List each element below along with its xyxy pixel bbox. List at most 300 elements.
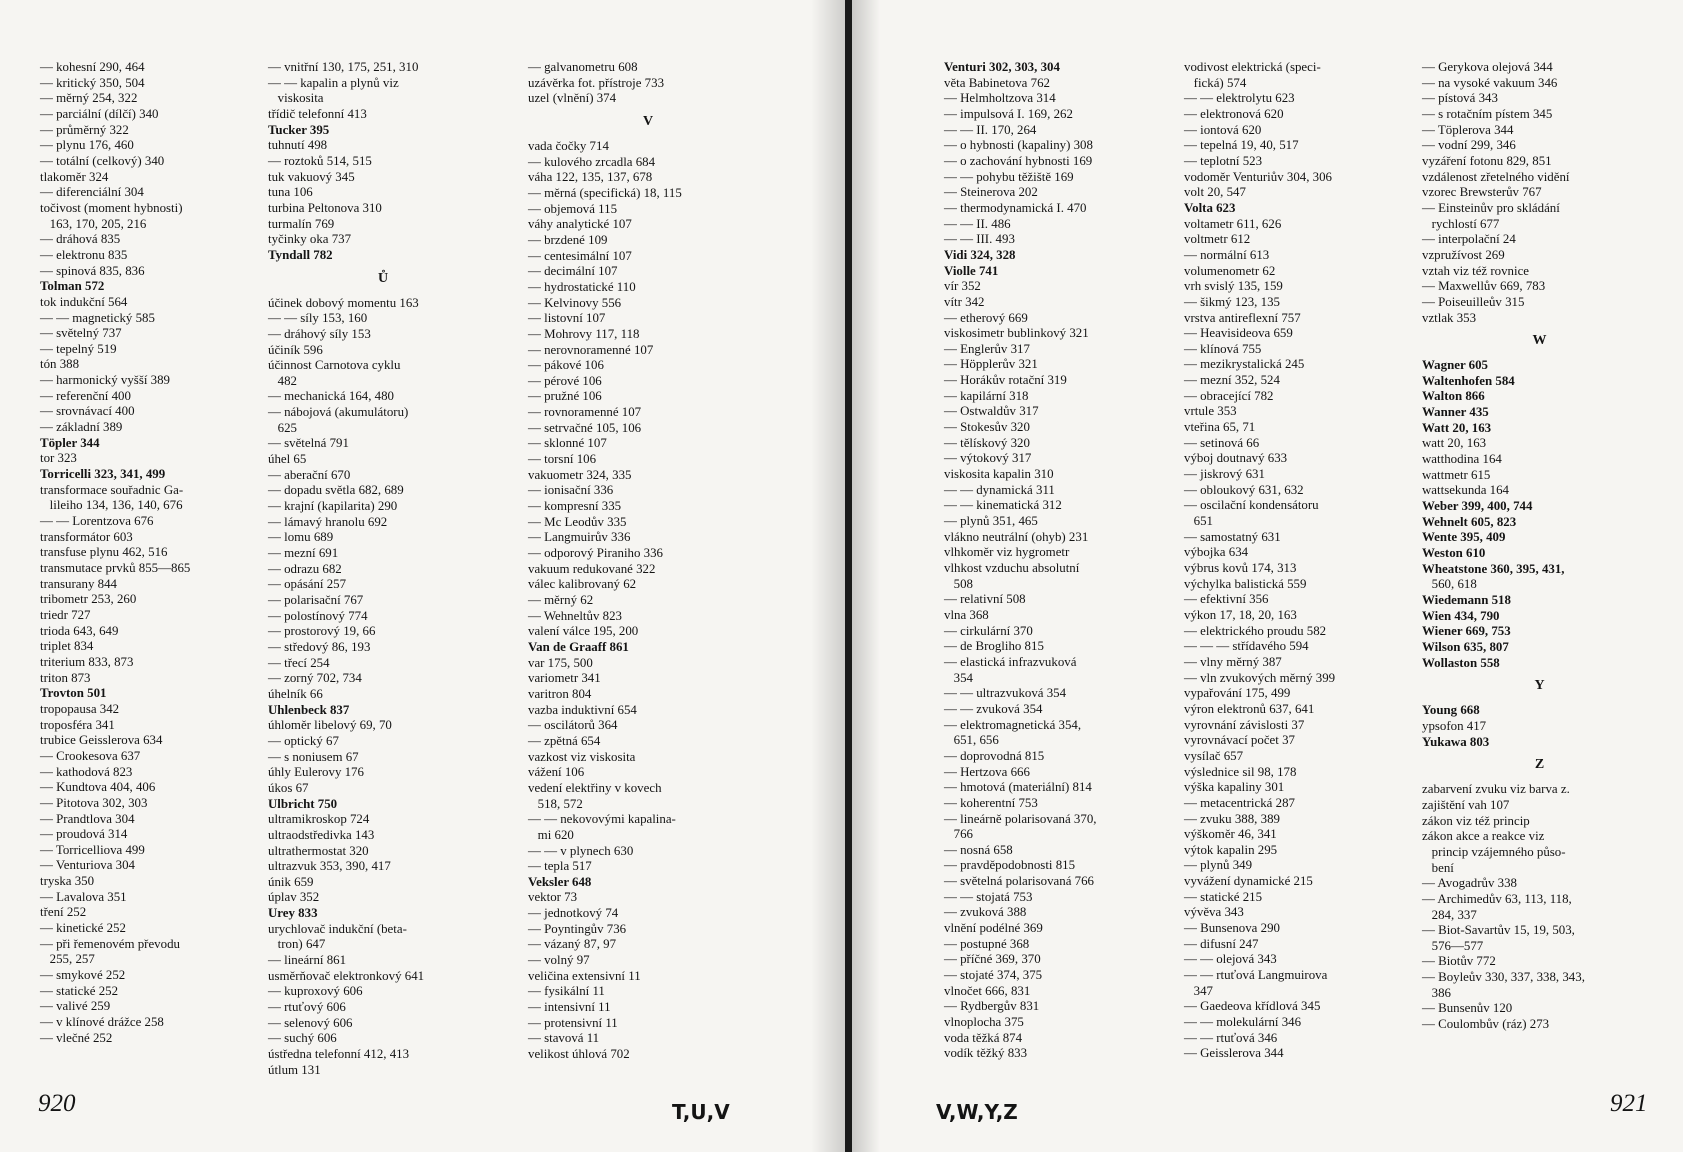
index-entry: — lámavý hranolu 692 <box>268 514 388 529</box>
index-entry: urychlovač indukční (beta- <box>268 921 407 936</box>
index-entry: — vlny měrný 387 <box>1184 654 1282 669</box>
index-entry: 347 <box>1184 983 1214 998</box>
index-entry: — v klínové drážce 258 <box>40 1015 164 1030</box>
index-entry: — — nekovovými kapalina- <box>528 812 676 827</box>
index-entry-name: Vidi 324, 328 <box>944 247 1016 262</box>
index-entry: — — II. 486 <box>944 216 1011 231</box>
index-entry: tření 252 <box>40 905 87 920</box>
index-column-6 <box>1422 60 1657 1033</box>
index-entry: výtok kapalin 295 <box>1184 842 1278 857</box>
index-entry: tuk vakuový 345 <box>268 169 355 184</box>
index-entry: vítr 342 <box>944 294 985 309</box>
index-entry: — diferenciální 304 <box>40 185 144 200</box>
index-entry: — Venturiova 304 <box>40 858 135 873</box>
index-entry: trioda 643, 649 <box>40 623 119 638</box>
index-entry: — thermodynamická I. 470 <box>944 200 1087 215</box>
index-entry: — nábojová (akumulátoru) <box>268 405 409 420</box>
index-entry: — o hybnosti (kapaliny) 308 <box>944 138 1093 153</box>
index-entry: — klínová 755 <box>1184 341 1262 356</box>
index-entry: — Mc Leodův 335 <box>528 514 627 529</box>
index-entry: — Geisslerova 344 <box>1184 1046 1284 1061</box>
index-entry: — Stokesův 320 <box>944 420 1030 435</box>
index-entry-name: Wheatstone 360, 395, 431, <box>1422 561 1565 576</box>
index-entry: — Einsteinův pro skládání <box>1422 200 1560 215</box>
index-entry: — vnitřní 130, 175, 251, 310 <box>268 60 419 74</box>
index-entry: — Poyntingův 736 <box>528 921 627 936</box>
index-entry: — s noniusem 67 <box>268 749 359 764</box>
index-entry: transformátor 603 <box>40 529 133 544</box>
index-entry: princip vzájemného půso- <box>1422 844 1566 859</box>
index-entry: — efektivní 356 <box>1184 592 1269 607</box>
index-entry: únik 659 <box>268 874 314 889</box>
index-entry: — — ultrazvuková 354 <box>944 686 1067 701</box>
index-entry: — plynů 349 <box>1184 858 1253 873</box>
index-entry-name: Uhlenbeck 837 <box>268 702 350 717</box>
index-entry: voltmetr 612 <box>1184 232 1251 247</box>
index-entry: — statické 215 <box>1184 889 1263 904</box>
index-entry: věta Babinetova 762 <box>944 75 1050 90</box>
index-entry: — kinetické 252 <box>40 921 126 936</box>
index-entry: — elektronu 835 <box>40 247 128 262</box>
index-entry: — doprovodná 815 <box>944 748 1045 763</box>
index-entry-name: Torricelli 323, 341, 499 <box>40 467 166 482</box>
index-entry: — parciální (dílčí) 340 <box>40 106 159 121</box>
index-entry: 560, 618 <box>1422 577 1477 592</box>
index-entry: vedení elektřiny v kovech <box>528 780 662 795</box>
index-entry: — stavová 11 <box>528 1031 600 1046</box>
index-entry: — nerovnoramenné 107 <box>528 342 654 357</box>
index-entry: — Hertzova 666 <box>944 764 1030 779</box>
index-entry: — Bunsenova 290 <box>1184 921 1280 936</box>
index-entry: — průměrný 322 <box>40 122 129 137</box>
index-entry: — Poiseuilleův 315 <box>1422 294 1525 309</box>
index-column-2 <box>268 60 498 1078</box>
index-entry: — Wehneltův 823 <box>528 608 622 623</box>
right-page <box>852 0 1683 1152</box>
index-entry: — galvanometru 608 <box>528 60 638 74</box>
index-entry: účiník 596 <box>268 342 323 357</box>
index-entry: úhelník 66 <box>268 686 323 701</box>
index-entry: — Boyleův 330, 337, 338, 343, <box>1422 970 1585 985</box>
index-entry-name: Wente 395, 409 <box>1422 530 1506 545</box>
index-entry: — — dynamická 311 <box>944 482 1055 497</box>
index-column-1 <box>40 60 260 1046</box>
index-entry: — elektronová 620 <box>1184 106 1284 121</box>
index-entry: — Avogadrův 338 <box>1422 876 1517 891</box>
index-entry: voltametr 611, 626 <box>1184 216 1282 231</box>
index-entry: třídič telefonní 413 <box>268 106 367 121</box>
index-entry: — prostorový 19, 66 <box>268 624 376 639</box>
index-column-3 <box>528 60 768 1063</box>
index-entry: wattsekunda 164 <box>1422 483 1509 498</box>
index-entry-name: Tyndall 782 <box>268 247 333 262</box>
page-number: 921 <box>1610 1090 1648 1117</box>
index-entry: — jednotkový 74 <box>528 906 619 921</box>
index-entry-name: Wanner 435 <box>1422 405 1489 420</box>
index-entry: triterium 833, 873 <box>40 654 134 669</box>
index-entry: — elastická infrazvuková <box>944 654 1077 669</box>
index-entry: tryska 350 <box>40 874 95 889</box>
index-entry: — výtokový 317 <box>944 451 1032 466</box>
index-entry: — selenový 606 <box>268 1015 353 1030</box>
index-entry: — Langmuirův 336 <box>528 530 631 545</box>
index-entry: — lineární 861 <box>268 953 347 968</box>
index-entry: velikost úhlová 702 <box>528 1047 630 1062</box>
index-entry-name: Tolman 572 <box>40 279 105 294</box>
index-entry: — elektrického proudu 582 <box>1184 623 1327 638</box>
index-entry: vztah viz též rovnice <box>1422 263 1530 278</box>
index-entry: vlnění podélné 369 <box>944 921 1043 936</box>
index-entry: váha 122, 135, 137, 678 <box>528 170 653 185</box>
index-entry: — plynů 351, 465 <box>944 514 1038 529</box>
index-entry: ultrathermostat 320 <box>268 843 369 858</box>
index-entry: — vlečné 252 <box>40 1030 113 1045</box>
index-entry-name: Wiedemann 518 <box>1422 593 1511 607</box>
index-entry: — interpolační 24 <box>1422 232 1516 247</box>
index-entry: vlhkost vzduchu absolutní <box>944 561 1080 575</box>
index-entry: — na vysoké vakuum 346 <box>1422 75 1558 90</box>
index-entry: vyvážení dynamické 215 <box>1184 874 1313 889</box>
index-entry-name: Walton 866 <box>1422 389 1485 404</box>
index-entry-name: Waltenhofen 584 <box>1422 373 1515 388</box>
index-entry: úhly Eulerovy 176 <box>268 765 364 780</box>
index-entry: — Höpplerův 321 <box>944 357 1038 372</box>
index-entry: — Archimedův 63, 113, 118, <box>1422 891 1572 906</box>
index-entry: — Prandtlova 304 <box>40 811 135 826</box>
index-entry: vztlak 353 <box>1422 310 1477 325</box>
gutter-shadow <box>852 0 880 1152</box>
index-entry: — světelná polarisovaná 766 <box>944 874 1094 889</box>
index-entry: — listovní 107 <box>528 311 606 326</box>
index-entry: — elektromagnetická 354, <box>944 717 1082 732</box>
index-entry: ultraodstředivka 143 <box>268 827 375 842</box>
index-entry: tuna 106 <box>268 185 313 200</box>
index-entry: — iontová 620 <box>1184 122 1262 137</box>
running-head: T,U,V <box>672 1100 730 1124</box>
index-entry-name: Venturi 302, 303, 304 <box>944 60 1060 74</box>
index-entry: triplet 834 <box>40 639 94 654</box>
index-entry: veličina extensivní 11 <box>528 968 641 983</box>
section-letter: Z <box>1534 757 1545 773</box>
index-entry-name: Yukawa 803 <box>1422 734 1490 749</box>
index-entry: — mezní 691 <box>268 546 339 561</box>
index-entry: — základní 389 <box>40 420 123 435</box>
index-entry: vodoměr Venturiův 304, 306 <box>1184 169 1332 184</box>
index-entry: — obloukový 631, 632 <box>1184 482 1304 497</box>
index-entry: — samostatný 631 <box>1184 529 1281 544</box>
index-entry: uzávěrka fot. přístroje 733 <box>528 75 665 90</box>
index-entry: — Ostwaldův 317 <box>944 404 1039 419</box>
index-entry: úhloměr libelový 69, 70 <box>268 718 392 733</box>
index-entry: viskosimetr bublinkový 321 <box>944 326 1089 341</box>
index-entry: transmutace prvků 855—865 <box>40 561 191 575</box>
index-entry: vteřina 65, 71 <box>1184 420 1256 435</box>
index-entry: — Torricelliova 499 <box>40 842 145 857</box>
index-entry: — referenční 400 <box>40 388 131 403</box>
index-entry-name: Wollaston 558 <box>1422 655 1500 670</box>
index-entry: — opásání 257 <box>268 577 347 592</box>
index-entry: — vodní 299, 346 <box>1422 138 1516 153</box>
index-entry: — světelná 791 <box>268 436 349 451</box>
index-entry: watt 20, 163 <box>1422 436 1487 451</box>
index-entry: — jiskrový 631 <box>1184 467 1265 482</box>
index-entry: — srovnávací 400 <box>40 404 135 419</box>
index-entry: — pákové 106 <box>528 358 604 373</box>
index-entry: — — elektrolytu 623 <box>1184 91 1295 106</box>
index-entry: — proudová 314 <box>40 827 128 842</box>
index-entry: vypařování 175, 499 <box>1184 686 1291 701</box>
index-entry: — Coulombův (ráz) 273 <box>1422 1017 1550 1032</box>
index-entry: vzdálenost zřetelného vidění <box>1422 169 1570 184</box>
index-entry: — Crookesova 637 <box>40 748 141 763</box>
index-entry-name: Wagner 605 <box>1422 358 1489 373</box>
index-entry: — pravděpodobnosti 815 <box>944 858 1076 873</box>
index-entry: — tělískový 320 <box>944 435 1030 450</box>
index-entry: — Gaedeova křídlová 345 <box>1184 999 1321 1014</box>
index-entry: — Helmholtzova 314 <box>944 91 1056 106</box>
index-entry: tribometr 253, 260 <box>40 592 137 607</box>
index-entry: — měrná (specifická) 18, 115 <box>528 185 682 200</box>
index-entry: lileiho 134, 136, 140, 676 <box>40 498 183 513</box>
index-entry: vrh svislý 135, 159 <box>1184 279 1283 294</box>
index-entry: triedr 727 <box>40 607 91 622</box>
index-entry: — — olejová 343 <box>1184 952 1277 967</box>
index-entry: — — molekulární 346 <box>1184 1015 1302 1030</box>
index-entry: — — zvuková 354 <box>944 701 1043 716</box>
index-entry: tor 323 <box>40 451 77 466</box>
index-entry: — — Lorentzova 676 <box>40 514 154 529</box>
index-entry: účinnost Carnotova cyklu <box>268 358 401 373</box>
index-entry: — odrazu 682 <box>268 561 342 576</box>
index-entry: — světelný 737 <box>40 326 122 341</box>
index-entry: — tepelný 519 <box>40 341 117 356</box>
index-entry: — koherentní 753 <box>944 795 1038 810</box>
index-entry: troposféra 341 <box>40 717 115 732</box>
index-entry: — sklonné 107 <box>528 436 607 451</box>
index-entry: volt 20, 547 <box>1184 185 1246 200</box>
index-entry: — — v plynech 630 <box>528 843 634 858</box>
page-number: 920 <box>38 1090 76 1117</box>
index-entry: vodivost elektrická (speci- <box>1184 60 1321 74</box>
index-entry: tok indukční 564 <box>40 294 128 309</box>
index-entry: — mezní 352, 524 <box>1184 373 1280 388</box>
index-entry: — dopadu světla 682, 689 <box>268 483 404 498</box>
index-entry: tlakoměr 324 <box>40 169 109 184</box>
index-entry: — tepelná 19, 40, 517 <box>1184 138 1299 153</box>
index-entry: účinek dobový momentu 163 <box>268 295 419 310</box>
index-entry: — plynu 176, 460 <box>40 138 134 153</box>
index-entry: — optický 67 <box>268 733 339 748</box>
index-entry: úplav 352 <box>268 890 320 905</box>
index-entry: vzpružívost 269 <box>1422 247 1505 262</box>
index-entry: — nosná 658 <box>944 842 1013 857</box>
index-entry: — intensivní 11 <box>528 1000 611 1015</box>
index-entry: — spinová 835, 836 <box>40 263 145 278</box>
index-entry: — kapilární 318 <box>944 388 1029 403</box>
section-letter: Y <box>1534 678 1545 694</box>
index-entry: transfuse plynu 462, 516 <box>40 545 168 560</box>
index-entry: — — II. 170, 264 <box>944 122 1037 137</box>
index-entry-name: Ulbricht 750 <box>268 796 338 811</box>
index-entry: — kuproxový 606 <box>268 984 363 999</box>
index-entry: vodík těžký 833 <box>944 1046 1028 1061</box>
index-entry: 163, 170, 205, 216 <box>40 216 147 231</box>
index-entry: — pístová 343 <box>1422 91 1498 106</box>
index-entry: vážení 106 <box>528 765 585 780</box>
index-entry: — teplotní 523 <box>1184 153 1263 168</box>
running-head: V,W,Y,Z <box>936 1100 1018 1124</box>
index-entry: — relativní 508 <box>944 592 1026 607</box>
index-entry-name: Wien 434, 790 <box>1422 608 1500 623</box>
index-entry: — rtuťový 606 <box>268 1000 346 1015</box>
index-entry: — — rtuťová Langmuirova <box>1184 968 1328 983</box>
index-entry: valení válce 195, 200 <box>528 624 639 639</box>
index-entry: — — kinematická 312 <box>944 498 1062 513</box>
index-entry: — krajní (kapilarita) 290 <box>268 499 398 514</box>
index-entry: — středový 86, 193 <box>268 639 371 654</box>
index-entry: — dráhový síly 153 <box>268 326 371 341</box>
index-entry: — odporový Piraniho 336 <box>528 546 663 561</box>
index-entry: watthodina 164 <box>1422 452 1502 467</box>
index-entry: — Biotův 772 <box>1422 954 1496 969</box>
index-entry: varitron 804 <box>528 686 592 701</box>
index-entry: — Kundtova 404, 406 <box>40 780 156 795</box>
section-letter: Ů <box>377 270 389 286</box>
index-entry: — aberační 670 <box>268 467 351 482</box>
index-entry: — příčné 369, 370 <box>944 952 1041 967</box>
index-entry: — Töplerova 344 <box>1422 122 1514 137</box>
index-entry: triton 873 <box>40 670 91 685</box>
index-entry-name: Tucker 395 <box>268 122 330 137</box>
index-entry-name: Van de Graaff 861 <box>528 639 629 654</box>
index-entry: 651, 656 <box>944 733 999 748</box>
index-entry: — zvuková 388 <box>944 905 1027 920</box>
gutter-shadow <box>811 0 845 1152</box>
index-entry: vývěva 343 <box>1184 905 1244 920</box>
index-entry: 508 <box>944 576 974 591</box>
index-entry: výška kapaliny 301 <box>1184 780 1285 795</box>
index-entry: — Rydbergův 831 <box>944 999 1040 1014</box>
index-entry: — vln zvukových měrný 399 <box>1184 670 1336 685</box>
index-entry: vrtule 353 <box>1184 404 1237 419</box>
index-entry: — suchý 606 <box>268 1031 337 1046</box>
index-entry: — difusní 247 <box>1184 936 1259 951</box>
index-entry: tron) 647 <box>268 937 326 952</box>
index-entry: vysílač 657 <box>1184 748 1244 763</box>
index-entry: — — stojatá 753 <box>944 889 1033 904</box>
index-entry: vektor 73 <box>528 890 578 905</box>
index-entry: — — magnetický 585 <box>40 310 155 325</box>
index-entry: variometr 341 <box>528 671 601 686</box>
index-entry: vlhkoměr viz hygrometr <box>944 545 1070 560</box>
index-entry-name: Violle 741 <box>944 263 999 278</box>
index-entry: — totální (celkový) 340 <box>40 153 165 168</box>
index-entry: — setrvačné 105, 106 <box>528 420 642 435</box>
index-entry: — rovnoramenné 107 <box>528 405 642 420</box>
index-entry: — Kelvinovy 556 <box>528 295 622 310</box>
index-entry: — hydrostatické 110 <box>528 279 636 294</box>
index-entry: — lomu 689 <box>268 530 334 545</box>
index-entry: viskosita <box>268 91 324 106</box>
index-entry-name: Volta 623 <box>1184 200 1236 215</box>
index-entry: vazba induktivní 654 <box>528 702 637 717</box>
index-entry: vazkost viz viskosita <box>528 749 636 764</box>
index-entry: zajištění vah 107 <box>1422 797 1510 812</box>
index-entry: vlna 368 <box>944 607 989 622</box>
index-entry: — centesimální 107 <box>528 248 632 263</box>
index-entry: — tepla 517 <box>528 859 592 874</box>
index-entry: 284, 337 <box>1422 907 1477 922</box>
index-entry: 766 <box>944 827 974 842</box>
index-entry: — mechanická 164, 480 <box>268 389 395 404</box>
index-entry: 518, 572 <box>528 796 583 811</box>
index-entry: — metacentrická 287 <box>1184 795 1295 810</box>
index-entry: tón 388 <box>40 357 80 372</box>
index-entry: — oscilační kondensátoru <box>1184 498 1319 513</box>
index-entry: — měrný 254, 322 <box>40 91 138 106</box>
index-entry: — Mohrovy 117, 118 <box>528 326 640 341</box>
index-column-5 <box>1184 60 1414 1062</box>
index-entry: — při řemenovém převodu <box>40 936 180 951</box>
index-entry: — vázaný 87, 97 <box>528 937 617 952</box>
index-entry: — kathodová 823 <box>40 764 133 779</box>
index-entry: — Pitotova 302, 303 <box>40 795 148 810</box>
index-entry: tropopausa 342 <box>40 701 120 716</box>
index-entry: výbrus kovů 174, 313 <box>1184 561 1297 575</box>
index-entry: vakuometr 324, 335 <box>528 467 632 482</box>
index-entry: — setinová 66 <box>1184 435 1260 450</box>
index-entry: voda těžká 874 <box>944 1030 1023 1045</box>
index-entry: úkos 67 <box>268 780 309 795</box>
index-entry: 482 <box>268 373 298 388</box>
index-entry: — polostínový 774 <box>268 608 368 623</box>
index-entry: — kulového zrcadla 684 <box>528 154 656 169</box>
index-entry: rychlostí 677 <box>1422 216 1500 231</box>
index-entry: točivost (moment hybnosti) <box>40 200 183 215</box>
index-entry: — oscilátorů 364 <box>528 718 618 733</box>
index-entry: — impulsová I. 169, 262 <box>944 106 1073 121</box>
index-entry: ultrazvuk 353, 390, 417 <box>268 859 391 874</box>
index-entry: výchylka balistická 559 <box>1184 576 1307 591</box>
index-entry: — de Brogliho 815 <box>944 639 1044 654</box>
index-entry: 386 <box>1422 985 1452 1000</box>
index-entry: — torsní 106 <box>528 452 597 467</box>
index-entry: — zvuku 388, 389 <box>1184 811 1280 826</box>
index-entry: — kompresní 335 <box>528 499 622 514</box>
index-entry: 255, 257 <box>40 952 95 967</box>
index-entry: zabarvení zvuku viz barva z. <box>1422 782 1570 797</box>
index-entry: — protensivní 11 <box>528 1015 618 1030</box>
index-entry: ústředna telefonní 412, 413 <box>268 1047 410 1062</box>
index-entry: fická) 574 <box>1184 75 1247 90</box>
index-entry: — roztoků 514, 515 <box>268 153 372 168</box>
index-entry: ultramikroskop 724 <box>268 812 370 827</box>
index-entry: — volný 97 <box>528 953 590 968</box>
index-entry-name: Trovton 501 <box>40 686 107 701</box>
index-entry: — kohesní 290, 464 <box>40 60 145 74</box>
index-entry: — dráhová 835 <box>40 232 121 247</box>
index-entry: uzel (vlnění) 374 <box>528 91 617 106</box>
index-entry: — šikmý 123, 135 <box>1184 294 1280 309</box>
index-entry: mi 620 <box>528 827 574 842</box>
index-entry: — etherový 669 <box>944 310 1028 325</box>
index-entry: — postupné 368 <box>944 936 1030 951</box>
index-entry-name: Wilson 635, 807 <box>1422 639 1509 654</box>
index-entry: vír 352 <box>944 279 981 294</box>
index-entry: — decimální 107 <box>528 264 618 279</box>
index-entry: — cirkulární 370 <box>944 623 1033 638</box>
index-entry: — objemová 115 <box>528 201 618 216</box>
